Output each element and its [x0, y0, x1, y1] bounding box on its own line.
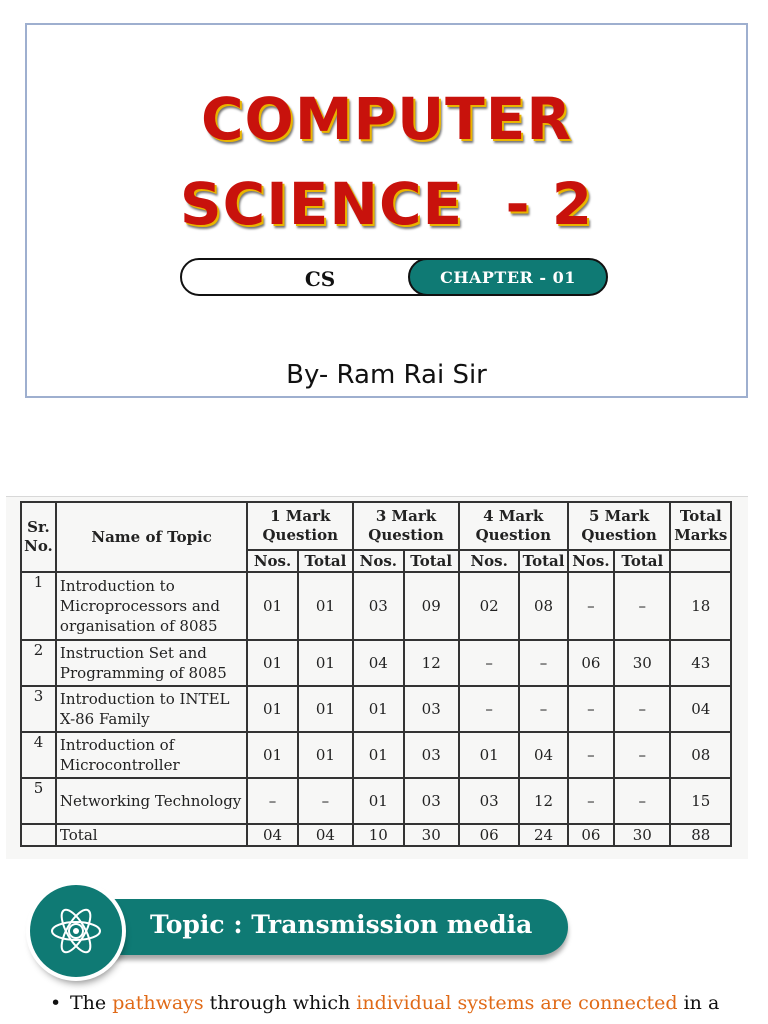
row-cell: 03 — [459, 778, 519, 824]
atom-icon — [30, 885, 122, 977]
row-cell: 01 — [353, 686, 403, 732]
header-sr-no: Sr. No. — [21, 502, 56, 572]
subheader-nos: Nos. — [353, 550, 403, 572]
subheader-total: Total — [614, 550, 670, 572]
row-cell: – — [568, 778, 614, 824]
row-cell: 08 — [519, 572, 567, 640]
row-total-marks: 15 — [670, 778, 731, 824]
row-cell: 01 — [247, 732, 297, 778]
row-cell: 01 — [298, 640, 353, 686]
row-cell: – — [519, 686, 567, 732]
header-3-mark: 3 Mark Question — [353, 502, 459, 550]
row-cell: – — [614, 572, 670, 640]
chapter-label: CHAPTER - 01 — [440, 267, 576, 287]
total-row-grand-total: 88 — [670, 824, 731, 846]
row-cell: 06 — [568, 640, 614, 686]
author-line: By- Ram Rai Sir — [286, 360, 487, 390]
bullet-dot-icon: • — [50, 992, 62, 1014]
total-row-cell: 04 — [247, 824, 297, 846]
title-card — [25, 23, 748, 398]
row-cell: 01 — [298, 686, 353, 732]
row-cell: – — [247, 778, 297, 824]
row-topic: Instruction Set and Programming of 8085 — [56, 640, 247, 686]
row-sr-no: 5 — [21, 778, 56, 824]
subheader-total: Total — [298, 550, 353, 572]
bullet-highlight-2: individual systems are connected — [356, 992, 678, 1014]
topic-title: Topic : Transmission media — [150, 910, 533, 939]
bullet-text-3: in a — [677, 992, 720, 1014]
row-cell: – — [614, 732, 670, 778]
subheader-total: Total — [519, 550, 567, 572]
row-topic: Introduction to Microprocessors and organisation of 8085 — [56, 572, 247, 640]
row-total-marks: 43 — [670, 640, 731, 686]
title-line-2: SCIENCE - 2 — [179, 170, 594, 238]
subheader-total: Total — [404, 550, 459, 572]
total-row-cell: 06 — [568, 824, 614, 846]
row-cell: 02 — [459, 572, 519, 640]
row-sr-no: 2 — [21, 640, 56, 686]
marks-distribution-table — [20, 501, 732, 847]
row-topic: Networking Technology — [56, 778, 247, 824]
header-1-mark: 1 Mark Question — [247, 502, 353, 550]
row-sr-no: 1 — [21, 572, 56, 640]
row-sr-no: 3 — [21, 686, 56, 732]
chapter-pill — [408, 258, 608, 296]
bullet-text-1: The — [70, 992, 113, 1014]
row-cell: 04 — [519, 732, 567, 778]
table-row — [21, 732, 731, 778]
subheader-empty — [670, 550, 731, 572]
row-sr-no: 4 — [21, 732, 56, 778]
row-cell: 03 — [404, 686, 459, 732]
total-row-label: Total — [56, 824, 247, 846]
row-cell: 03 — [353, 572, 403, 640]
row-cell: 01 — [298, 572, 353, 640]
header-5-mark: 5 Mark Question — [568, 502, 671, 550]
row-cell: – — [459, 640, 519, 686]
marks-table-scan — [6, 496, 748, 859]
total-row-cell: 04 — [298, 824, 353, 846]
subheader-nos: Nos. — [247, 550, 297, 572]
row-cell: 01 — [247, 686, 297, 732]
row-cell: 03 — [404, 778, 459, 824]
subheader-nos: Nos. — [568, 550, 614, 572]
header-name-of-topic: Name of Topic — [56, 502, 247, 572]
row-cell: 03 — [404, 732, 459, 778]
total-row-cell: 10 — [353, 824, 403, 846]
row-cell: – — [568, 732, 614, 778]
bullet-point — [50, 992, 719, 1014]
table-row — [21, 640, 731, 686]
total-row-cell: 30 — [614, 824, 670, 846]
table-body — [21, 572, 731, 846]
row-cell: 01 — [459, 732, 519, 778]
row-cell: – — [568, 686, 614, 732]
row-total-marks: 08 — [670, 732, 731, 778]
title-line-1: COMPUTER — [200, 85, 573, 153]
row-cell: – — [298, 778, 353, 824]
total-row-sr-empty — [21, 824, 56, 846]
header-total-marks: Total Marks — [670, 502, 731, 550]
row-cell: 12 — [519, 778, 567, 824]
topic-banner — [30, 885, 570, 977]
row-cell: – — [614, 686, 670, 732]
subject-chapter-pill — [180, 258, 608, 296]
row-cell: 01 — [298, 732, 353, 778]
row-total-marks: 04 — [670, 686, 731, 732]
row-cell: – — [519, 640, 567, 686]
row-cell: 01 — [247, 572, 297, 640]
subject-label: CS — [304, 267, 336, 291]
row-cell: 01 — [353, 778, 403, 824]
table-row — [21, 778, 731, 824]
topic-banner-bar — [90, 899, 568, 955]
row-cell: – — [568, 572, 614, 640]
header-4-mark: 4 Mark Question — [459, 502, 568, 550]
subheader-nos: Nos. — [459, 550, 519, 572]
row-cell: – — [459, 686, 519, 732]
row-cell: – — [614, 778, 670, 824]
row-cell: 30 — [614, 640, 670, 686]
table-total-row — [21, 824, 731, 846]
row-cell: 09 — [404, 572, 459, 640]
bullet-text-2: through which — [203, 992, 357, 1014]
row-cell: 01 — [247, 640, 297, 686]
table-row — [21, 572, 731, 640]
total-row-cell: 24 — [519, 824, 567, 846]
table-row — [21, 686, 731, 732]
row-total-marks: 18 — [670, 572, 731, 640]
bullet-highlight-1: pathways — [112, 992, 204, 1014]
row-topic: Introduction to INTEL X-86 Family — [56, 686, 247, 732]
row-cell: 04 — [353, 640, 403, 686]
total-row-cell: 06 — [459, 824, 519, 846]
total-row-cell: 30 — [404, 824, 459, 846]
table-header-row — [21, 502, 731, 550]
row-cell: 12 — [404, 640, 459, 686]
row-cell: 01 — [353, 732, 403, 778]
row-topic: Introduction of Microcontroller — [56, 732, 247, 778]
